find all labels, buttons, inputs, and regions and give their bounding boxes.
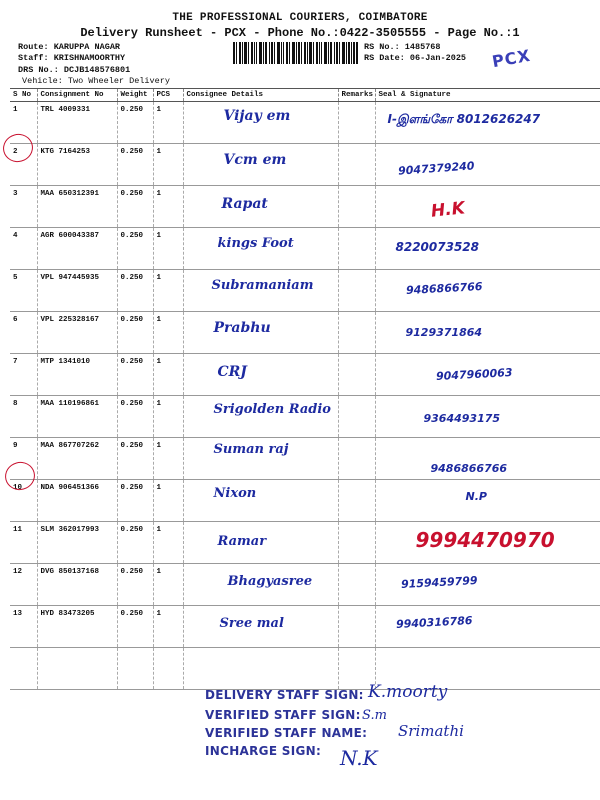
row-remarks (338, 480, 375, 522)
row-seal: 9364493175 (423, 412, 501, 425)
row-consignee: Vijay em (223, 108, 291, 124)
delivery-staff-signature: K.moorty (368, 682, 448, 702)
col-header-weight: Weight (117, 89, 153, 102)
row-consignee: Suman raj (213, 442, 289, 457)
table-row (10, 606, 600, 648)
col-header-consignment: Consignment No (37, 89, 117, 102)
verified-staff-name-value: Srimathi (398, 722, 464, 740)
row-seal-cell (375, 312, 600, 354)
row-sno: 11 (10, 522, 37, 564)
row-remarks (338, 228, 375, 270)
row-weight: 0.250 (117, 396, 153, 438)
row-weight: 0.250 (117, 144, 153, 186)
row-seal: 9047960063 (435, 366, 513, 383)
row-weight: 0.250 (117, 312, 153, 354)
row-sno (10, 648, 37, 690)
incharge-signature: N.K (340, 746, 378, 770)
row-seal-cell (375, 270, 600, 312)
row-consignment: DVG 850137168 (37, 564, 117, 606)
row-seal: I-இளங்கோ 8012626247 (387, 112, 541, 126)
row-sno: 5 (10, 270, 37, 312)
table-row (10, 186, 600, 228)
row-remarks (338, 396, 375, 438)
row-weight: 0.250 (117, 606, 153, 648)
row-remarks (338, 354, 375, 396)
row-seal-cell (375, 606, 600, 648)
row-pcs: 1 (153, 102, 183, 144)
row-seal: 9047379240 (397, 159, 475, 178)
row-weight: 0.250 (117, 522, 153, 564)
table-row (10, 144, 600, 186)
verified-staff-name-label: VERIFIED STAFF NAME: (205, 726, 368, 740)
row-seal-cell (375, 354, 600, 396)
row-remarks (338, 270, 375, 312)
row-consignee: Nixon (213, 486, 257, 501)
row-consignment: MAA 110196861 (37, 396, 117, 438)
drs-label: DRS No.: DCJB148576801 (18, 65, 131, 75)
row-remarks (338, 186, 375, 228)
row-pcs: 1 (153, 396, 183, 438)
row-consignee-cell (183, 396, 338, 438)
row-pcs: 1 (153, 144, 183, 186)
row-consignment: NDA 906451366 (37, 480, 117, 522)
row-pcs: 1 (153, 312, 183, 354)
row-seal: 9486866766 (405, 280, 483, 297)
row-sno: 2 (10, 144, 37, 186)
row-consignment: SLM 362017993 (37, 522, 117, 564)
row-consignment: MAA 867707262 (37, 438, 117, 480)
row-seal: 9940316786 (395, 614, 473, 631)
row-consignee-cell (183, 480, 338, 522)
row-consignee-cell (183, 564, 338, 606)
row-sno: 10 (10, 480, 37, 522)
row-weight: 0.250 (117, 480, 153, 522)
row-weight (117, 648, 153, 690)
row-weight: 0.250 (117, 270, 153, 312)
row-consignee: kings Foot (217, 236, 294, 251)
table-row (10, 648, 600, 690)
row-consignee: Srigolden Radio (213, 402, 331, 417)
company-title: THE PROFESSIONAL COURIERS, COIMBATORE (172, 12, 428, 24)
row-consignment: AGR 600043387 (37, 228, 117, 270)
row-seal: 9486866766 (430, 462, 508, 475)
row-seal-cell (375, 396, 600, 438)
rs-date: RS Date: 06-Jan-2025 (364, 53, 467, 63)
table-row (10, 480, 600, 522)
verified-staff-sign-label: VERIFIED STAFF SIGN: (205, 708, 361, 722)
col-header-seal: Seal & Signature (375, 89, 600, 102)
row-pcs: 1 (153, 270, 183, 312)
pcx-stamp: PCX (490, 45, 533, 72)
row-remarks (338, 144, 375, 186)
col-header-pcs: PCS (153, 89, 183, 102)
row-remarks (338, 522, 375, 564)
row-pcs (153, 648, 183, 690)
col-header-remarks: Remarks (338, 89, 375, 102)
table-header-row (10, 89, 600, 102)
table-row (10, 354, 600, 396)
row-sno: 4 (10, 228, 37, 270)
table-row (10, 396, 600, 438)
row-consignee: Bhagyasree (227, 574, 313, 589)
row-remarks (338, 102, 375, 144)
row-seal-cell (375, 186, 600, 228)
row-consignment: VPL 947445935 (37, 270, 117, 312)
route-label: Route: KARUPPA NAGAR (18, 42, 121, 52)
incharge-sign-label: INCHARGE SIGN: (205, 744, 322, 758)
row-sno: 13 (10, 606, 37, 648)
row-remarks (338, 438, 375, 480)
row-consignee-cell (183, 186, 338, 228)
row-seal-cell (375, 144, 600, 186)
barcode (233, 42, 358, 64)
row-weight: 0.250 (117, 186, 153, 228)
row-consignee-cell (183, 102, 338, 144)
row-consignment: TRL 4009331 (37, 102, 117, 144)
row-consignment: VPL 225328167 (37, 312, 117, 354)
table-row (10, 564, 600, 606)
row-seal-cell (375, 564, 600, 606)
row-consignee-cell (183, 270, 338, 312)
row-consignee-cell (183, 606, 338, 648)
row-sno: 6 (10, 312, 37, 354)
table-row (10, 102, 600, 144)
row-consignment: HYD 83473205 (37, 606, 117, 648)
row-sno: 9 (10, 438, 37, 480)
row-consignee: Rapat (221, 196, 268, 212)
row-pcs: 1 (153, 480, 183, 522)
table-row (10, 270, 600, 312)
row-weight: 0.250 (117, 228, 153, 270)
row-consignee-cell (183, 648, 338, 690)
row-sno: 7 (10, 354, 37, 396)
row-seal-cell (375, 228, 600, 270)
row-consignee: Sree mal (219, 616, 284, 631)
runsheet-subtitle: Delivery Runsheet - PCX - Phone No.:0422-3505555 - Page No.:1 (80, 26, 520, 40)
table-row (10, 438, 600, 480)
table-row (10, 312, 600, 354)
row-seal: 8220073528 (395, 240, 479, 254)
row-consignee-cell (183, 144, 338, 186)
row-consignee: Vcm em (223, 152, 287, 168)
row-consignee-cell (183, 438, 338, 480)
row-consignment: MTP 1341010 (37, 354, 117, 396)
row-seal: 9129371864 (405, 326, 483, 339)
col-header-sno: S No (10, 89, 37, 102)
row-pcs: 1 (153, 438, 183, 480)
col-header-consignee: Consignee Details (183, 89, 338, 102)
row-weight: 0.250 (117, 102, 153, 144)
table-row (10, 228, 600, 270)
row-sno: 12 (10, 564, 37, 606)
row-pcs: 1 (153, 606, 183, 648)
row-pcs: 1 (153, 564, 183, 606)
row-pcs: 1 (153, 186, 183, 228)
row-consignee: Ramar (217, 534, 267, 549)
row-sno: 3 (10, 186, 37, 228)
table-row (10, 522, 600, 564)
row-consignee-cell (183, 312, 338, 354)
row-consignee: Prabhu (213, 320, 271, 336)
row-consignment: MAA 650312391 (37, 186, 117, 228)
row-pcs: 1 (153, 354, 183, 396)
row-weight: 0.250 (117, 354, 153, 396)
row-remarks (338, 606, 375, 648)
row-sno: 8 (10, 396, 37, 438)
row-weight: 0.250 (117, 564, 153, 606)
row-seal-cell (375, 438, 600, 480)
row-consignee-cell (183, 354, 338, 396)
row-remarks (338, 312, 375, 354)
row-sno: 1 (10, 102, 37, 144)
row-seal: 9159459799 (400, 574, 478, 591)
delivery-staff-sign-label: DELIVERY STAFF SIGN: (205, 688, 364, 702)
row-consignee-cell (183, 228, 338, 270)
row-consignee-cell (183, 522, 338, 564)
row-pcs: 1 (153, 522, 183, 564)
row-seal-cell (375, 480, 600, 522)
row-consignment: KTG 7164253 (37, 144, 117, 186)
row-consignee: Subramaniam (211, 278, 314, 293)
row-consignee: CRJ (217, 364, 247, 380)
runsheet-table (10, 88, 600, 690)
row-seal: N.P (465, 490, 487, 503)
row-weight: 0.250 (117, 438, 153, 480)
row-seal-cell (375, 102, 600, 144)
row-pcs: 1 (153, 228, 183, 270)
row-seal-cell (375, 522, 600, 564)
row-consignment (37, 648, 117, 690)
verified-staff-signature: S.m (362, 708, 387, 723)
row-seal: 9994470970 (415, 528, 555, 552)
row-seal: H.K (429, 198, 466, 222)
rs-number: RS No.: 1485768 (364, 42, 441, 52)
row-remarks (338, 564, 375, 606)
vehicle-label: Vehicle: Two Wheeler Delivery (22, 76, 170, 86)
staff-label: Staff: KRISHNAMOORTHY (18, 53, 126, 63)
